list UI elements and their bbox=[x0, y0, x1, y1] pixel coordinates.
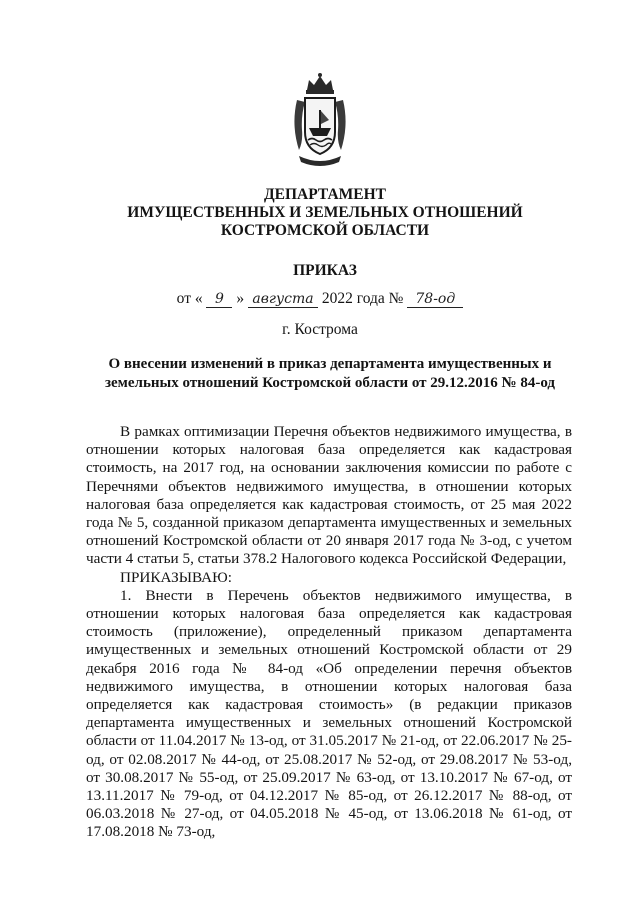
item-1-paragraph: 1. Внести в Перечень объектов недвижимого имущества, в отношении которых налоговая база определяется как кадастровая стоимость (приложение), определенный приказом департамента имущественных и земельных отношений Костромской области от 29 декабря 2016 года № 84-од «Об определении перечня объектов недвижимого имущества, в отношении которых налоговая база определяется как кадастровая стоимость» (в редакции приказов департамента имущественных и земельных отношений Костромской области от 11.04.2017 № 13-од, от 31.05.2017 № 21-од, от 22.06.2017 № 25-од, от 02.08.2017 № 44-од, от 25.08.2017 № 52-од, от 29.08.2017 № 53-од, от 30.08.2017 № 55-од, от 25.09.2017 № 63-од, от 13.10.2017 № 67-од, от 13.11.2017 № 79-од, от 04.12.2017 № 85-од, от 26.12.2017 № 88-од, от 06.03.2018 № 27-од, от 04.05.2018 № 45-од, от 13.06.2018 № 61-од, от 17.08.2018 № 73-од, bbox=[86, 586, 572, 841]
city: г. Кострома bbox=[282, 321, 358, 338]
department-line-3: КОСТРОМСКОЙ ОБЛАСТИ bbox=[220, 222, 430, 239]
date-year-text: 2022 года № bbox=[321, 290, 404, 307]
department-line-1: ДЕПАРТАМЕНТ bbox=[263, 186, 387, 203]
department-line-2: ИМУЩЕСТВЕННЫХ И ЗЕМЕЛЬНЫХ ОТНОШЕНИЙ bbox=[127, 204, 523, 221]
document-subject: О внесении изменений в приказ департамента имущественных и земельных отношений Костромской области от 29.12.2016 № 84-од bbox=[104, 356, 556, 391]
preamble-paragraph: В рамках оптимизации Перечня объектов недвижимого имущества, в отношении которых налоговая база определяется как кадастровая стоимость, на 2017 год, на основании заключения комиссии по работе с Перечнями объектов недвижимого имущества, в отношении которых налоговая база определяется как кадастровая стоимость, от 25 мая 2022 года № 5, созданной приказом департамента имущественных и земельных отношений Костромской области от 20 января 2017 года № 3-од, с учетом части 4 статьи 5, статьи 378.2 Налогового кодекса Российской Федерации, bbox=[86, 423, 572, 568]
document-body bbox=[86, 423, 572, 842]
date-line bbox=[0, 289, 640, 309]
order-word: ПРИКАЗЫВАЮ: bbox=[120, 568, 232, 586]
coat-of-arms-icon bbox=[285, 70, 355, 170]
handwritten-month: августа bbox=[248, 291, 318, 308]
department-name bbox=[80, 186, 570, 240]
handwritten-number: 78-од bbox=[407, 291, 463, 308]
date-close-quote: » bbox=[236, 290, 245, 307]
date-prefix: от « bbox=[176, 290, 203, 307]
handwritten-day: 9 bbox=[206, 291, 232, 308]
document-type: ПРИКАЗ bbox=[293, 262, 357, 279]
